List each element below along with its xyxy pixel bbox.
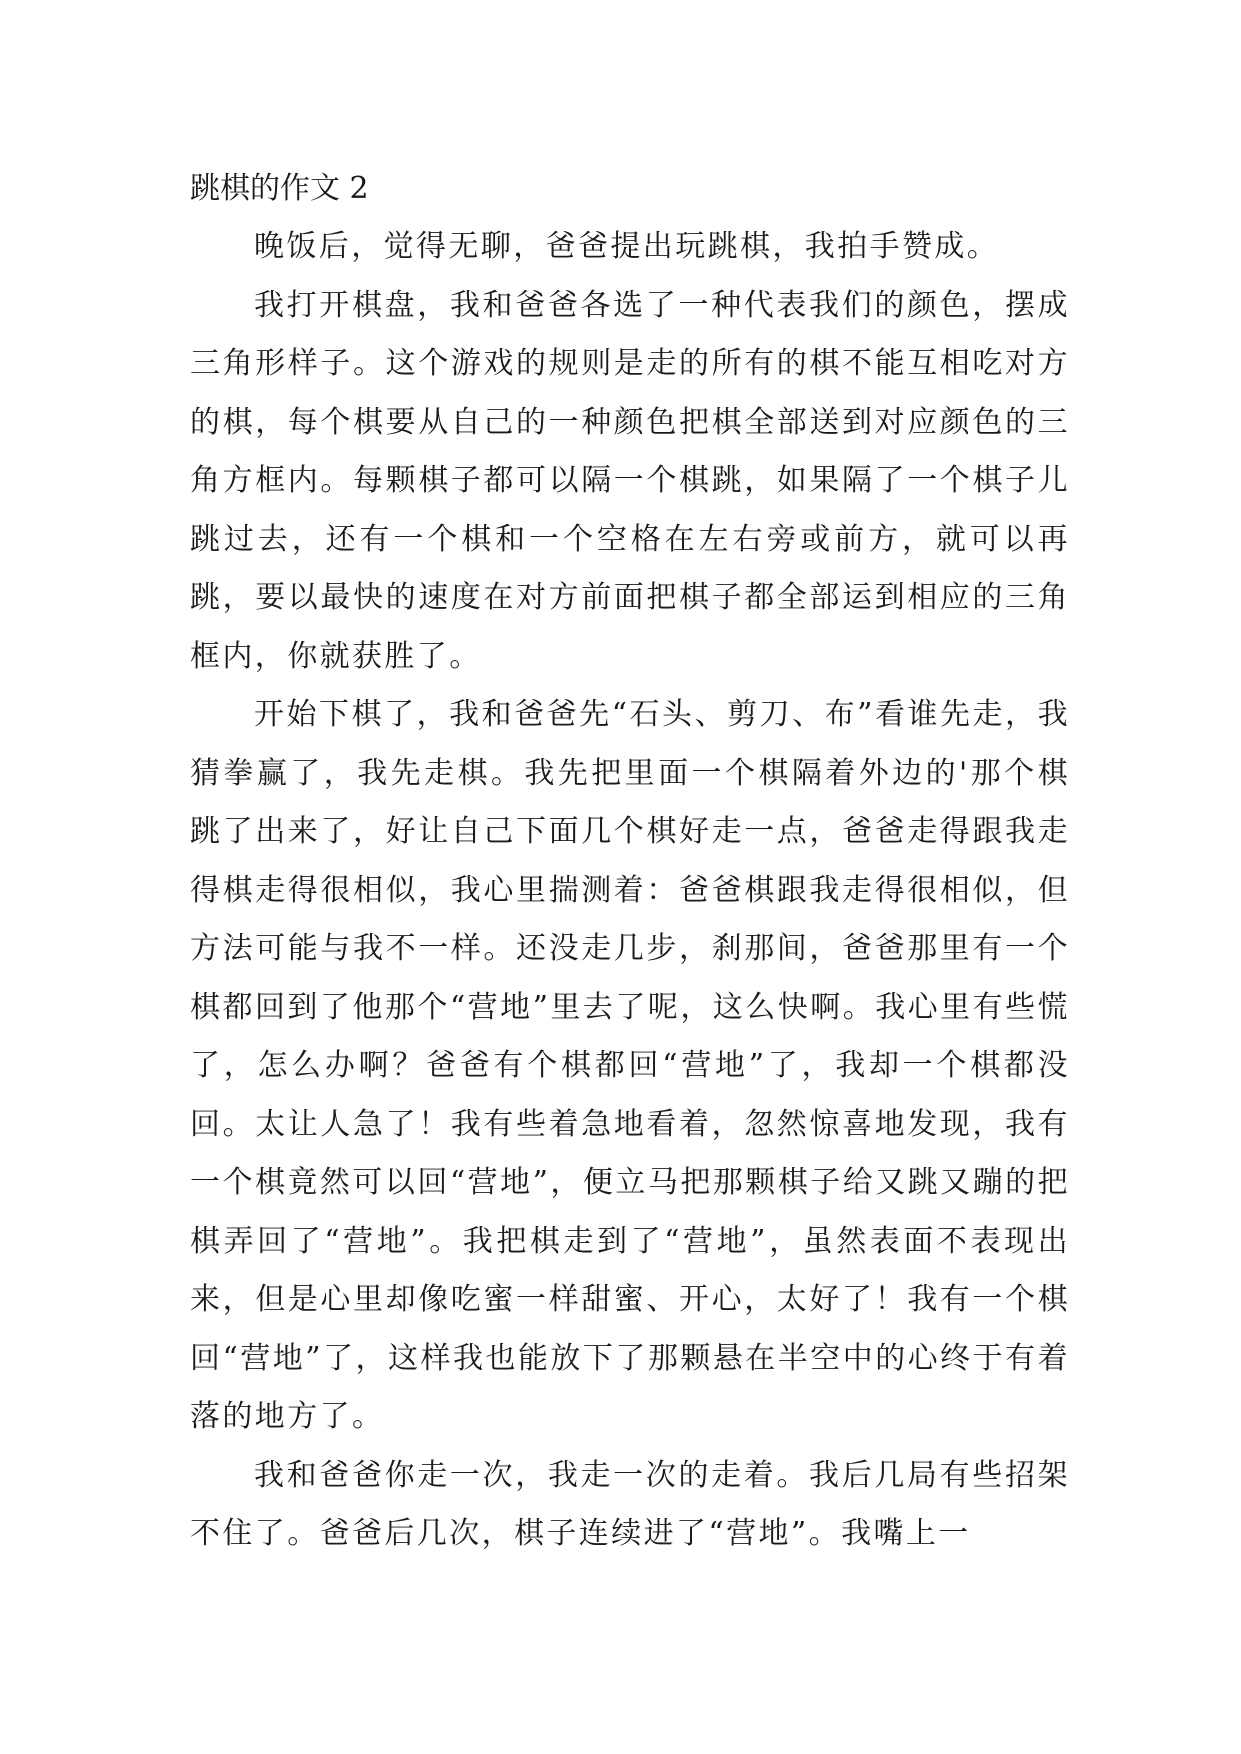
document-body (190, 160, 1070, 1564)
paragraph-1: 晚饭后，觉得无聊，爸爸提出玩跳棋，我拍手赞成。 (254, 229, 1000, 264)
paragraph-3: 开始下棋了，我和爸爸先“石头、剪刀、布”看谁先走，我猜拳赢了，我先走棋。我先把里面一个棋隔着外边的'那个棋跳了出来了，好让自己下面几个棋好走一点，爸爸走得跟我走得棋走得很相似，我心里揣测着：爸爸棋跟我走得很相似，但方法可能与我不一样。还没走几步，刹那间，爸爸那里有一个棋都回到了他那个“营地”里去了呢，这么快啊。我心里有些慌了，怎么办啊？爸爸有个棋都回“营地”了，我却一个棋都没回。太让人急了！我有些着急地看着，忽然惊喜地发现，我有一个棋竟然可以回“营地”，便立马把那颗棋子给又跳又蹦的把棋弄回了“营地”。我把棋走到了“营地”，虽然表面不表现出来，但是心里却像吃蜜一样甜蜜、开心，太好了！我有一个棋回“营地”了，这样我也能放下了那颗悬在半空中的心终于有着落的地方了。 (190, 697, 1070, 1434)
paragraph-4: 我和爸爸你走一次，我走一次的走着。我后几局有些招架不住了。爸爸后几次，棋子连续进了“营地”。我嘴上一 (190, 1457, 1070, 1551)
document-title: 跳棋的作文 2 (190, 171, 369, 206)
paragraph-2: 我打开棋盘，我和爸爸各选了一种代表我们的颜色，摆成三角形样子。这个游戏的规则是走的所有的棋不能互相吃对方的棋，每个棋要从自己的一种颜色把棋全部送到对应颜色的三角方框内。每颗棋子都可以隔一个棋跳，如果隔了一个棋子儿跳过去，还有一个棋和一个空格在左右旁或前方，就可以再跳，要以最快的速度在对方前面把棋子都全部运到相应的三角框内，你就获胜了。 (190, 287, 1070, 674)
